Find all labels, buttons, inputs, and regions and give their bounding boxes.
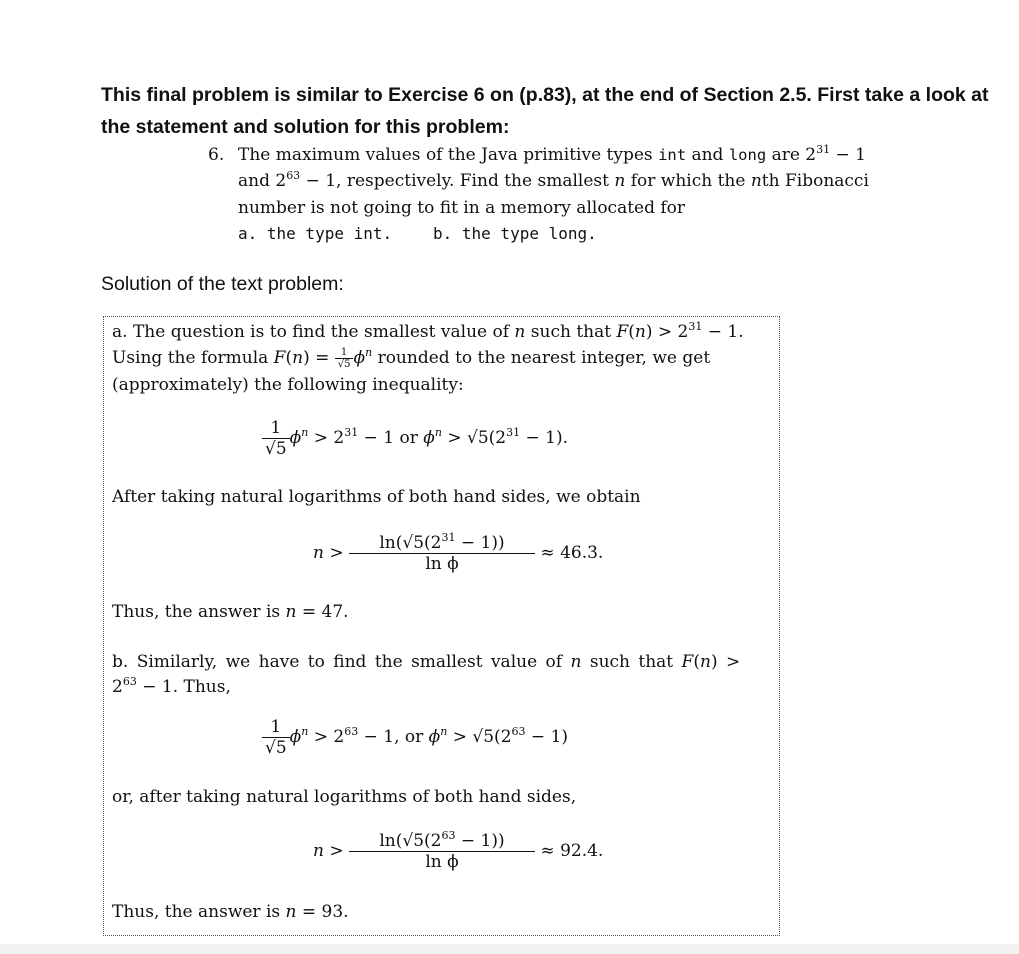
intro-line-2: the statement and solution for this problem: [101, 116, 510, 138]
equation-1: $\frac{1}{√5}$ $\phi^n > 2^{31} - 1$ or $\phi^n > √5(2^{31} - 1)$. [262, 418, 568, 459]
exercise-part-a: a. the type int. [238, 224, 393, 243]
equation-2: n > $\frac{\ln(√5(2^{31} - 1))}{\text{ln ϕ}}$ ≈ 46.3. [313, 531, 604, 574]
solution-heading: Solution of the text problem: [101, 273, 344, 295]
exercise-line-3: number is not going to fit in a memory allocated for [238, 198, 686, 218]
answer-b: Thus, the answer is n = 93. [112, 902, 349, 922]
part-a-line-2: Using the formula F(n) = $\frac{1}{√5}$ $\phi^n$ rounded to the nearest integer, we get [112, 346, 711, 370]
exercise-line-2: and $2^{63} - 1$, respectively. Find the smallest n for which the nth Fibonacci [238, 169, 869, 191]
part-a-line-3: (approximately) the following inequality: [112, 375, 464, 395]
answer-a: Thus, the answer is n = 47. [112, 602, 349, 622]
equation-3: $\frac{1}{√5}$ $\phi^n > 2^{63} - 1$, or $\phi^n > √5(2^{63} - 1)$ [262, 717, 568, 758]
part-b-line-2: $2^{63} - 1$. Thus, [112, 675, 231, 697]
part-a-line-1: a. The question is to find the smallest value of n such that $F(n) > 2^{31} - 1$. [112, 320, 744, 342]
log-line-a: After taking natural logarithms of both hand sides, we obtain [112, 487, 641, 507]
exercise-part-b: b. the type long. [433, 224, 597, 243]
log-line-b: or, after taking natural logarithms of both hand sides, [112, 787, 577, 807]
bottom-strip [0, 944, 1019, 954]
exercise-number: 6. [208, 145, 225, 165]
intro-line-1: This final problem is similar to Exercise 6 on (p.83), at the end of Section 2.5. First take a look at [101, 84, 989, 106]
exercise-line-1: The maximum values of the Java primitive types int and long are $2^{31} - 1$ [238, 143, 866, 165]
part-b-line-1: b. Similarly, we have to find the smallest value of n such that F(n) > [112, 652, 741, 672]
equation-4: n > $\frac{\ln(√5(2^{63} - 1))}{\text{ln ϕ}}$ ≈ 92.4. [313, 829, 604, 872]
